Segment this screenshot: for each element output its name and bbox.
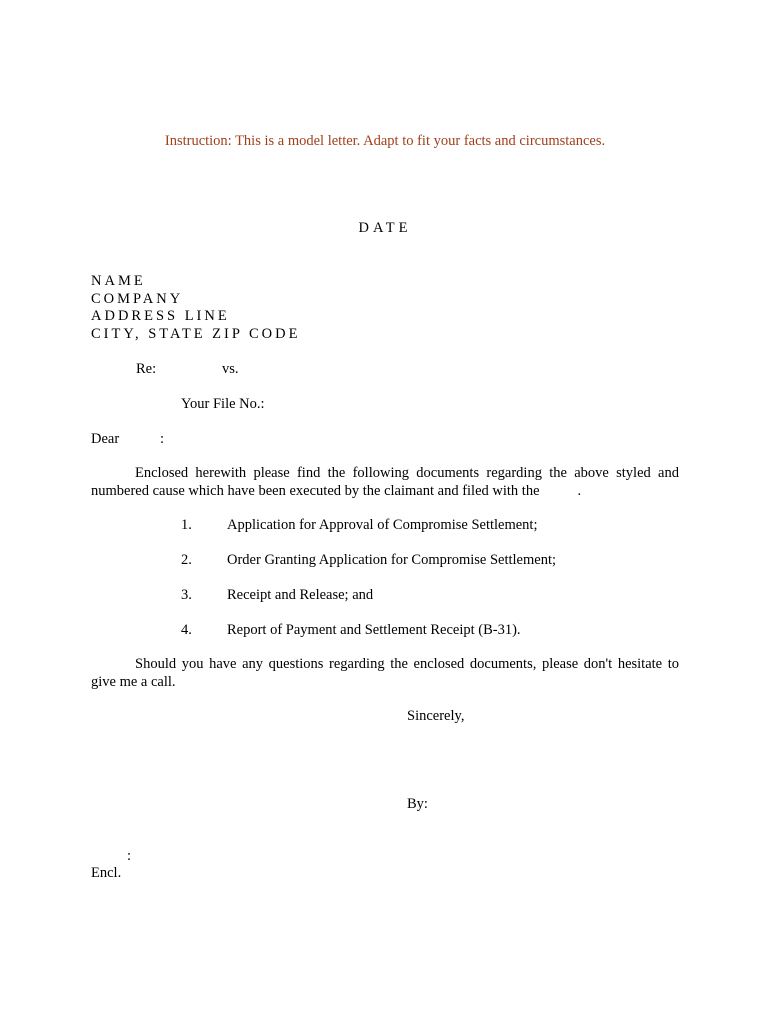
body-paragraph-2 <box>91 655 679 691</box>
salutation-dear: Dear <box>91 431 120 447</box>
list-item-number: 2. <box>181 552 192 568</box>
list-item-number: 4. <box>181 622 192 638</box>
recipient-city-state-zip: CITY, STATE ZIP CODE <box>91 326 301 342</box>
list-item-text: Receipt and Release; and <box>227 587 374 603</box>
instruction-note: Instruction: This is a model letter. Adapt to fit your facts and circumstances. <box>164 133 606 149</box>
recipient-address: ADDRESS LINE <box>91 308 230 324</box>
recipient-company: COMPANY <box>91 291 184 307</box>
letter-date: DATE <box>358 220 412 236</box>
list-item-text: Order Granting Application for Compromise Settlement; <box>227 552 557 568</box>
file-number-label: Your File No.: <box>181 396 265 412</box>
body-paragraph-1-end: . <box>577 483 582 499</box>
list-item-number: 3. <box>181 587 192 603</box>
body-paragraph-1 <box>91 464 679 500</box>
body-paragraph-1-text: Enclosed herewith please find the following documents regarding the above styled and numbered cause which have been executed by the claimant and filed with the <box>91 465 679 499</box>
signature-by: By: <box>407 796 428 812</box>
closing-sincerely: Sincerely, <box>407 708 465 724</box>
re-label: Re: <box>136 361 157 377</box>
recipient-name: NAME <box>91 273 146 289</box>
list-item-text: Application for Approval of Compromise Settlement; <box>227 517 538 533</box>
initials-colon: : <box>127 848 132 864</box>
salutation-colon: : <box>160 431 165 447</box>
body-paragraph-2-text: Should you have any questions regarding the enclosed documents, please don't hesitate to give me a call. <box>91 656 679 690</box>
list-item-text: Report of Payment and Settlement Receipt (B-31). <box>227 622 521 638</box>
re-vs: vs. <box>222 361 239 377</box>
list-item-number: 1. <box>181 517 192 533</box>
enclosure-label: Encl. <box>91 865 122 881</box>
